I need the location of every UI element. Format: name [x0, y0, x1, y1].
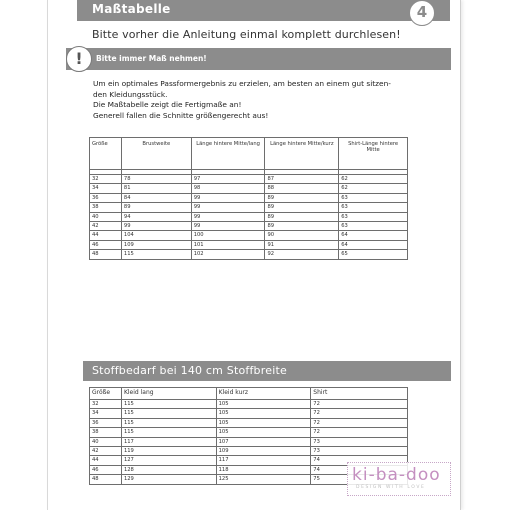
logo-name: ki-ba-doo [352, 465, 441, 485]
table-cell: 64 [339, 231, 408, 240]
page-title: Maßtabelle [92, 2, 171, 16]
table-cell: 99 [191, 221, 265, 230]
table-row [90, 409, 408, 418]
table-row [90, 418, 408, 427]
table-cell: 107 [216, 437, 311, 446]
column-header: Kleid lang [121, 388, 216, 400]
table-cell: 73 [311, 437, 408, 446]
notice-text: Bitte immer Maß nehmen! [96, 54, 207, 63]
column-header: Shirt-Länge hintere Mitte [339, 138, 408, 170]
table-cell: 90 [265, 231, 339, 240]
table-cell: 75 [311, 475, 408, 484]
table-cell: 72 [311, 428, 408, 437]
table-cell: 115 [121, 409, 216, 418]
table-cell: 115 [121, 400, 216, 409]
table-cell: 72 [311, 418, 408, 427]
table-cell: 40 [90, 437, 122, 446]
table-cell: 99 [191, 193, 265, 202]
table-cell: 40 [90, 212, 122, 221]
table-cell: 88 [265, 184, 339, 193]
table-cell: 72 [311, 409, 408, 418]
column-header: Länge hintere Mitte/lang [191, 138, 265, 170]
table-cell: 63 [339, 193, 408, 202]
table-cell: 109 [216, 446, 311, 455]
column-header: Shirt [311, 388, 408, 400]
table-row [90, 437, 408, 446]
table-cell: 89 [265, 221, 339, 230]
table-cell: 128 [121, 465, 216, 474]
table-row [90, 212, 408, 221]
page-number-badge: 4 [409, 0, 435, 26]
table-cell: 117 [216, 456, 311, 465]
table-row [90, 203, 408, 212]
table-cell: 32 [90, 400, 122, 409]
table-cell: 48 [90, 475, 122, 484]
intro-text: Bitte vorher die Anleitung einmal komplett durchlesen! [92, 28, 401, 41]
table-cell: 129 [121, 475, 216, 484]
table-cell: 99 [191, 212, 265, 221]
table-cell: 99 [191, 203, 265, 212]
table-cell: 98 [191, 184, 265, 193]
table-row [90, 446, 408, 455]
table-row [90, 428, 408, 437]
table-cell: 91 [265, 240, 339, 249]
table-row [90, 175, 408, 184]
table-cell: 64 [339, 240, 408, 249]
table-cell: 48 [90, 250, 122, 259]
table-cell: 46 [90, 240, 122, 249]
measurement-table [89, 137, 408, 260]
table-cell: 105 [216, 428, 311, 437]
table-cell: 127 [121, 456, 216, 465]
table-cell: 89 [265, 203, 339, 212]
table-row [90, 240, 408, 249]
table-cell: 65 [339, 250, 408, 259]
table-cell: 118 [216, 465, 311, 474]
table-cell: 32 [90, 175, 122, 184]
exclamation-icon: ! [66, 46, 92, 72]
table-cell: 89 [265, 212, 339, 221]
table-cell: 72 [311, 400, 408, 409]
table-row [90, 400, 408, 409]
table-row [90, 231, 408, 240]
table-cell: 104 [121, 231, 191, 240]
paragraph-line: Um ein optimales Passformergebnis zu erzielen, am besten an einem gut sitzen- [93, 79, 391, 88]
table-cell: 34 [90, 409, 122, 418]
table-cell: 38 [90, 203, 122, 212]
table-cell: 73 [311, 446, 408, 455]
table-cell: 87 [265, 175, 339, 184]
table-cell: 125 [216, 475, 311, 484]
table-cell: 78 [121, 175, 191, 184]
table-cell: 99 [121, 221, 191, 230]
table-cell: 84 [121, 193, 191, 202]
paragraph-line: Generell fallen die Schnitte größengerecht aus! [93, 110, 269, 120]
column-header: Brustweite [121, 138, 191, 170]
table-cell: 46 [90, 465, 122, 474]
table-cell: 89 [265, 193, 339, 202]
table-cell: 63 [339, 203, 408, 212]
table-cell: 115 [121, 250, 191, 259]
table-cell: 63 [339, 221, 408, 230]
table-cell: 102 [191, 250, 265, 259]
table-cell: 117 [121, 437, 216, 446]
column-header: Größe [90, 388, 122, 400]
table-cell: 115 [121, 428, 216, 437]
table-cell: 44 [90, 456, 122, 465]
table-cell: 109 [121, 240, 191, 249]
paragraph-line: Die Maßtabelle zeigt die Fertigmaße an! [93, 100, 242, 110]
table-cell: 89 [121, 203, 191, 212]
column-header: Größe [90, 138, 122, 170]
table-cell: 105 [216, 400, 311, 409]
column-header: Länge hintere Mitte/kurz [265, 138, 339, 170]
table-row [90, 193, 408, 202]
table-row [90, 221, 408, 230]
table-cell: 63 [339, 212, 408, 221]
table-cell: 105 [216, 409, 311, 418]
column-header: Kleid kurz [216, 388, 311, 400]
table-cell: 34 [90, 184, 122, 193]
paragraph-line: den Kleidungsstück. [93, 89, 168, 99]
table-row [90, 250, 408, 259]
fabric-section-title: Stoffbedarf bei 140 cm Stoffbreite [92, 364, 287, 377]
table-header-row [90, 388, 408, 400]
instructions-paragraph [93, 79, 423, 121]
table-cell: 92 [265, 250, 339, 259]
table-cell: 62 [339, 175, 408, 184]
table-row [90, 184, 408, 193]
table-cell: 105 [216, 418, 311, 427]
table-cell: 94 [121, 212, 191, 221]
table-cell: 38 [90, 428, 122, 437]
table-cell: 97 [191, 175, 265, 184]
table-cell: 115 [121, 418, 216, 427]
table-cell: 42 [90, 221, 122, 230]
table-cell: 74 [311, 465, 408, 474]
table-cell: 62 [339, 184, 408, 193]
logo-tagline: DESIGN WITH LOVE [356, 485, 426, 490]
table-cell: 100 [191, 231, 265, 240]
table-header-row [90, 138, 408, 170]
table-cell: 42 [90, 446, 122, 455]
table-cell: 74 [311, 456, 408, 465]
table-cell: 36 [90, 193, 122, 202]
table-cell: 101 [191, 240, 265, 249]
table-cell: 81 [121, 184, 191, 193]
table-cell: 36 [90, 418, 122, 427]
table-cell: 119 [121, 446, 216, 455]
brand-logo [347, 462, 451, 496]
table-cell: 44 [90, 231, 122, 240]
